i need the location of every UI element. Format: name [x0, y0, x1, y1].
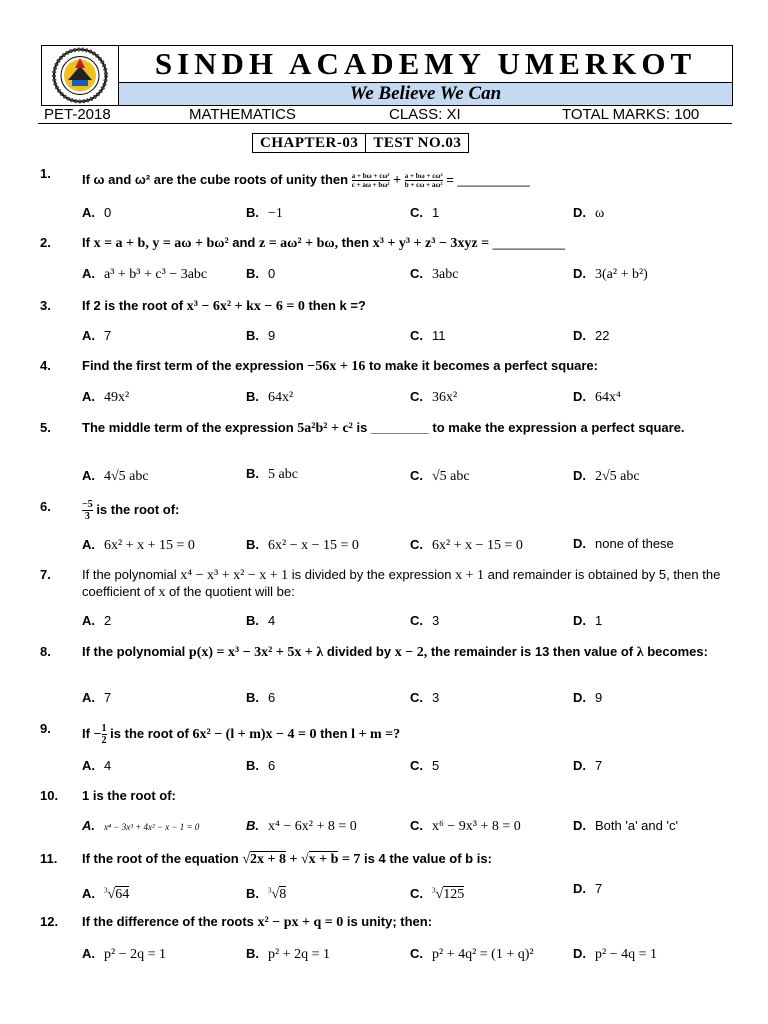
option-d[interactable]: D. 9: [573, 690, 603, 705]
option-c[interactable]: C. 11: [410, 328, 446, 343]
option-a[interactable]: A. 6x² + x + 15 = 0: [82, 537, 195, 553]
question-number: 10.: [40, 788, 59, 803]
option-c[interactable]: C. 6x² + x − 15 = 0: [410, 537, 523, 553]
option-b[interactable]: B. 6x² − x − 15 = 0: [246, 537, 359, 553]
subject-label: MATHEMATICS: [189, 106, 296, 123]
chapter-test-box: [252, 133, 469, 153]
option-b[interactable]: B. $^3$√8: [246, 885, 287, 902]
option-d[interactable]: D. ω: [573, 205, 605, 221]
answer-blank: = __________: [446, 172, 530, 187]
question-number: 5.: [40, 420, 51, 435]
option-a[interactable]: A. x⁴ − 3x³ + 4x² − x − 1 = 0: [82, 818, 200, 833]
option-c[interactable]: C. 36x²: [410, 389, 458, 405]
academy-title: SINDH ACADEMY UMERKOT: [119, 46, 732, 83]
academy-logo: [42, 46, 119, 105]
option-c[interactable]: C. p² + 4q² = (1 + q)²: [410, 946, 534, 962]
header-box: [41, 45, 733, 106]
question-number: 7.: [40, 567, 51, 582]
option-d[interactable]: D. 7: [573, 881, 603, 896]
option-a[interactable]: A. 0: [82, 205, 112, 220]
option-c[interactable]: C. 1: [410, 205, 440, 220]
option-c[interactable]: C. 5: [410, 758, 440, 773]
option-b[interactable]: B. 0: [246, 266, 276, 281]
fraction: $\frac{1}{2}$: [101, 723, 107, 746]
question-number: 6.: [40, 499, 51, 514]
option-b[interactable]: B. 64x²: [246, 389, 294, 405]
fraction-2: $\frac{\text{a + bω + cω²}}{\text{b + cω + aω²}}$: [404, 172, 443, 190]
test-number-label: TEST NO.03: [366, 133, 469, 153]
option-c[interactable]: C. $^3$√125: [410, 885, 465, 902]
question-number: 1.: [40, 166, 51, 181]
question-number: 9.: [40, 721, 51, 736]
fraction: $\frac{-5}{3}$: [82, 499, 93, 522]
fraction-1: $\frac{\text{a + bω + cω²}}{\text{c + aω + bω²}}$: [351, 172, 390, 190]
question-number: 2.: [40, 235, 51, 250]
academy-motto: We Believe We Can: [119, 83, 732, 105]
option-b[interactable]: B. p² + 2q = 1: [246, 946, 330, 962]
question-number: 3.: [40, 298, 51, 313]
option-c[interactable]: C. 3: [410, 690, 440, 705]
option-d[interactable]: D. none of these: [573, 536, 674, 551]
option-a[interactable]: A. 4: [82, 758, 112, 773]
question-number: 4.: [40, 358, 51, 373]
test-code: PET-2018: [44, 106, 111, 123]
option-b[interactable]: B. x⁴ − 6x² + 8 = 0: [246, 818, 357, 834]
question-number: 8.: [40, 644, 51, 659]
option-a[interactable]: A. p² − 2q = 1: [82, 946, 166, 962]
class-label: CLASS: XI: [389, 106, 461, 123]
option-d[interactable]: D. 7: [573, 758, 603, 773]
option-c[interactable]: C. 3abc: [410, 266, 459, 282]
option-a[interactable]: A. $^3$√64: [82, 885, 130, 902]
option-a[interactable]: A. a³ + b³ + c³ − 3abc: [82, 266, 208, 282]
option-d[interactable]: D. 3(a² + b²): [573, 266, 648, 282]
option-d[interactable]: D. p² − 4q = 1: [573, 946, 657, 962]
question-number: 11.: [40, 851, 58, 866]
option-b[interactable]: B. 5 abc: [246, 466, 298, 482]
question-text: If ω and ω² are the cube roots of unity then: [82, 172, 349, 187]
option-c[interactable]: C. √5 abc: [410, 468, 470, 484]
option-a[interactable]: A. 7: [82, 328, 112, 343]
total-marks-label: TOTAL MARKS: 100: [562, 106, 700, 123]
option-b[interactable]: B. −1: [246, 205, 283, 221]
option-d[interactable]: D. 1: [573, 613, 603, 628]
option-a[interactable]: A. 49x²: [82, 389, 130, 405]
option-d[interactable]: D. 2√5 abc: [573, 468, 640, 484]
option-d[interactable]: D. Both 'a' and 'c': [573, 818, 678, 833]
test-info-bar: [38, 106, 732, 124]
option-d[interactable]: D. 22: [573, 328, 610, 343]
option-c[interactable]: C. 3: [410, 613, 440, 628]
option-d[interactable]: D. 64x⁴: [573, 389, 621, 405]
option-a[interactable]: A. 7: [82, 690, 112, 705]
logo-emblem-icon: [42, 46, 118, 105]
option-b[interactable]: B. 4: [246, 613, 276, 628]
option-a[interactable]: A. 4√5 abc: [82, 468, 149, 484]
option-b[interactable]: B. 6: [246, 758, 276, 773]
option-a[interactable]: A. 2: [82, 613, 112, 628]
question-number: 12.: [40, 914, 59, 929]
option-b[interactable]: B. 9: [246, 328, 276, 343]
option-b[interactable]: B. 6: [246, 690, 276, 705]
chapter-label: CHAPTER-03: [252, 133, 366, 153]
option-c[interactable]: C. x⁶ − 9x³ + 8 = 0: [410, 818, 521, 834]
